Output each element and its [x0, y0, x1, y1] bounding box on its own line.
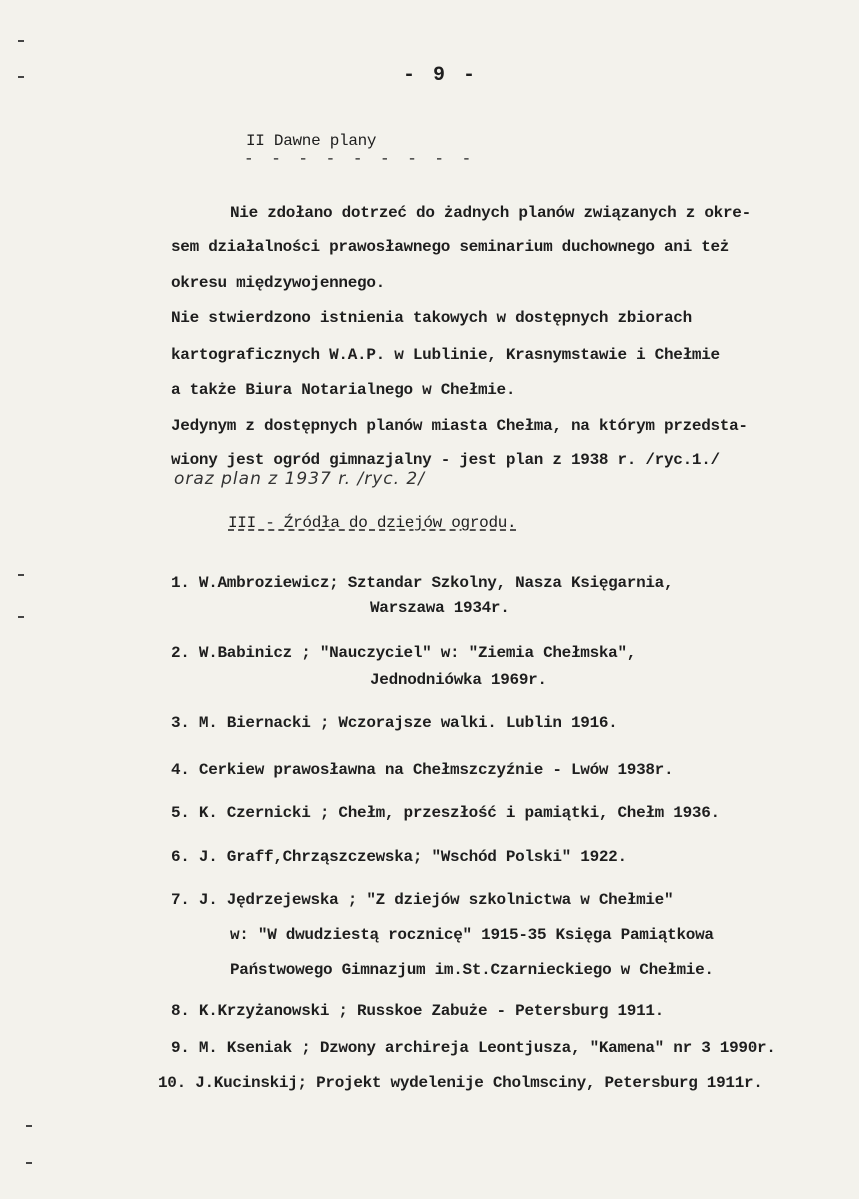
- margin-mark: [18, 40, 24, 42]
- source-entry: 5. K. Czernicki ; Chełm, przeszłość i pamiątki, Chełm 1936.: [171, 804, 720, 822]
- source-entry-continuation: Jednodniówka 1969r.: [370, 671, 547, 689]
- source-entry: 10. J.Kucinskij; Projekt wydelenije Cholmsciny, Petersburg 1911r.: [158, 1074, 763, 1092]
- paragraph-line: Nie zdołano dotrzeć do żadnych planów związanych z okre-: [230, 204, 751, 222]
- paragraph-line: kartograficznych W.A.P. w Lublinie, Krasnymstawie i Chełmie: [171, 346, 720, 364]
- source-entry: 2. W.Babinicz ; "Nauczyciel" w: "Ziemia Chełmska",: [171, 644, 637, 662]
- margin-mark: [26, 1162, 32, 1164]
- source-entry: 4. Cerkiew prawosławna na Chełmszczyźnie - Lwów 1938r.: [171, 761, 674, 779]
- section-heading: III - Źródła do dziejów ogrodu.: [228, 514, 517, 532]
- paragraph-line: Nie stwierdzono istnienia takowych w dostępnych zbiorach: [171, 309, 692, 327]
- source-entry-continuation: Warszawa 1934r.: [370, 599, 510, 617]
- source-entry-continuation: Państwowego Gimnazjum im.St.Czarnieckiego w Chełmie.: [230, 961, 714, 979]
- paragraph-line: Jedynym z dostępnych planów miasta Chełma, na którym przedsta-: [171, 417, 748, 435]
- paragraph-line: okresu międzywojennego.: [171, 274, 385, 292]
- source-entry: 3. M. Biernacki ; Wczorajsze walki. Lublin 1916.: [171, 714, 618, 732]
- margin-mark: [26, 1125, 32, 1127]
- source-entry: 6. J. Graff,Chrząszczewska; "Wschód Polski" 1922.: [171, 848, 627, 866]
- heading-underline: - - - - - - - - -: [244, 150, 476, 168]
- source-entry: 8. K.Krzyżanowski ; Russkoe Zabuże - Petersburg 1911.: [171, 1002, 664, 1020]
- section-heading: II Dawne plany: [246, 132, 377, 150]
- page-number: - 9 -: [403, 64, 479, 87]
- paragraph-line: sem działalności prawosławnego seminarium duchownego ani też: [171, 238, 730, 256]
- paragraph-line: wiony jest ogród gimnazjalny - jest plan z 1938 r. /ryc.1./: [171, 451, 720, 469]
- margin-mark: [18, 616, 24, 618]
- margin-mark: [18, 76, 24, 78]
- margin-mark: [18, 574, 24, 576]
- paragraph-line: a także Biura Notarialnego w Chełmie.: [171, 381, 516, 399]
- handwritten-note: oraz plan z 1937 r. /ryc. 2/: [174, 469, 425, 489]
- source-entry-continuation: w: "W dwudziestą rocznicę" 1915-35 Księga Pamiątkowa: [230, 926, 714, 944]
- source-entry: 9. M. Kseniak ; Dzwony archireja Leontjusza, "Kamena" nr 3 1990r.: [171, 1039, 776, 1057]
- source-entry: 1. W.Ambroziewicz; Sztandar Szkolny, Nasza Księgarnia,: [171, 574, 674, 592]
- source-entry: 7. J. Jędrzejewska ; "Z dziejów szkolnictwa w Chełmie": [171, 891, 674, 909]
